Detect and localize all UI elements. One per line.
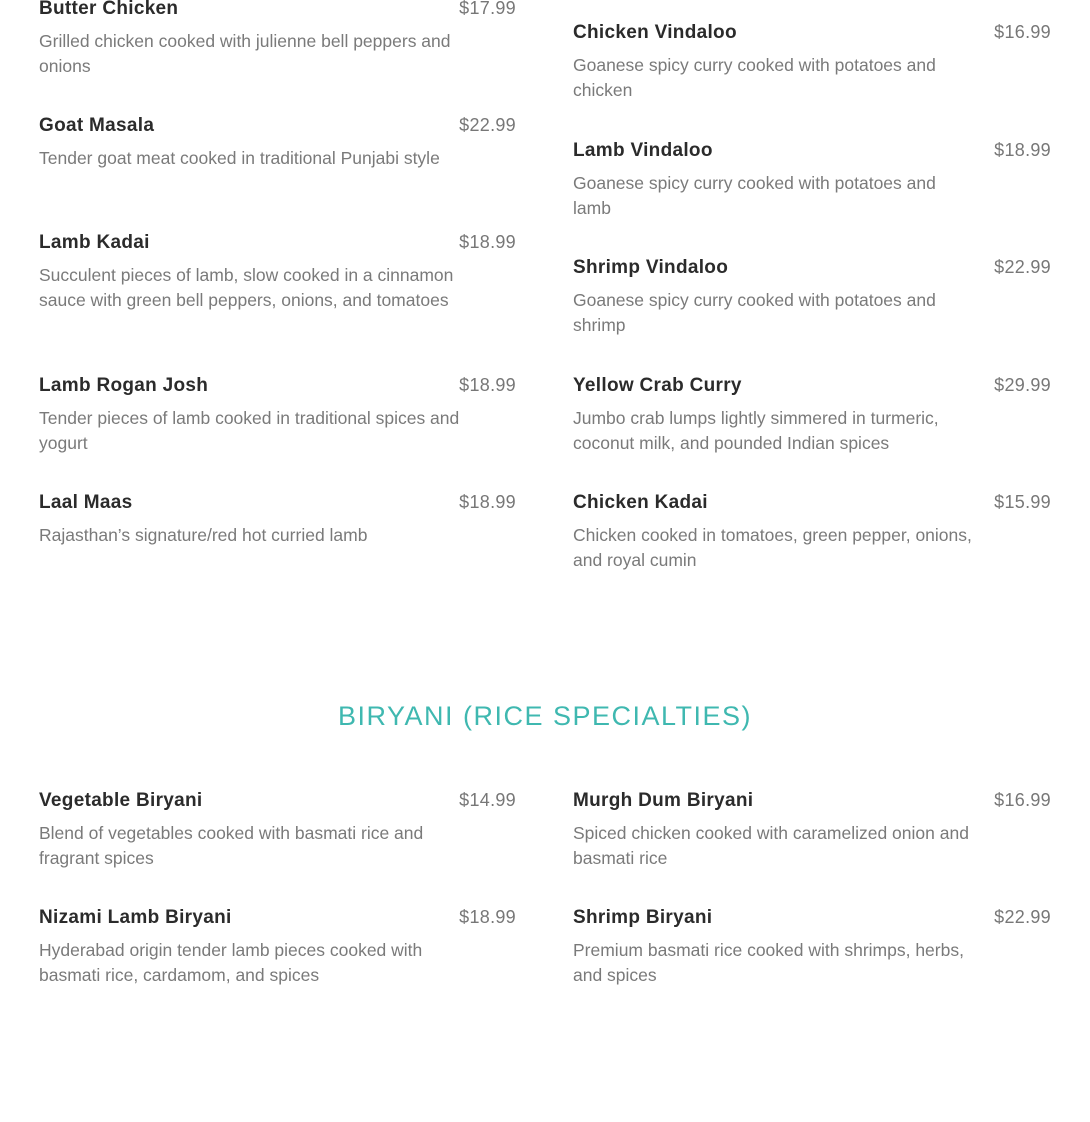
- menu-item: [573, 492, 1051, 572]
- item-name: Shrimp Vindaloo: [573, 257, 729, 278]
- item-description: Jumbo crab lumps lightly simmered in turmeric, coconut milk, and pounded Indian spices: [573, 408, 939, 453]
- menu-item: [573, 257, 1051, 337]
- menu-item: [39, 375, 516, 455]
- item-description: Tender pieces of lamb cooked in traditional spices and yogurt: [39, 408, 460, 453]
- item-price: $29.99: [994, 375, 1051, 395]
- item-price: $22.99: [994, 257, 1051, 277]
- item-description: Rajasthan’s signature/red hot curried lamb: [39, 525, 368, 545]
- item-name: Goat Masala: [39, 115, 155, 136]
- item-description: Goanese spicy curry cooked with potatoes and chicken: [573, 55, 936, 100]
- item-price: $17.99: [459, 0, 516, 18]
- item-price: $16.99: [994, 22, 1051, 42]
- item-name: Murgh Dum Biryani: [573, 790, 754, 811]
- menu-item: [39, 0, 516, 78]
- menu-item: [39, 115, 516, 171]
- item-description: Blend of vegetables cooked with basmati rice and fragrant spices: [39, 823, 424, 868]
- item-name: Laal Maas: [39, 492, 133, 513]
- item-price: $18.99: [459, 907, 516, 927]
- item-price: $14.99: [459, 790, 516, 810]
- item-description: Hyderabad origin tender lamb pieces cooked with basmati rice, cardamom, and spices: [39, 940, 423, 985]
- item-price: $18.99: [459, 375, 516, 395]
- menu-item: [573, 375, 1051, 455]
- item-description: Spiced chicken cooked with caramelized onion and basmati rice: [573, 823, 969, 868]
- item-description: Premium basmati rice cooked with shrimps, herbs, and spices: [573, 940, 964, 985]
- item-name: Lamb Kadai: [39, 232, 150, 253]
- item-name: Chicken Kadai: [573, 492, 708, 513]
- item-name: Lamb Rogan Josh: [39, 375, 209, 396]
- menu-item: [573, 22, 1051, 102]
- next-section-title-faded: [0, 1110, 1090, 1122]
- menu-item: [39, 907, 516, 987]
- item-price: $18.99: [459, 232, 516, 252]
- item-description: Goanese spicy curry cooked with potatoes and lamb: [573, 173, 936, 218]
- item-description: Succulent pieces of lamb, slow cooked in a cinnamon sauce with green bell peppers, onions, and tomatoes: [39, 265, 454, 310]
- item-name: Vegetable Biryani: [39, 790, 203, 811]
- menu-item: [573, 140, 1051, 220]
- item-description: Grilled chicken cooked with julienne bell peppers and onions: [39, 31, 451, 76]
- item-name: Shrimp Biryani: [573, 907, 713, 928]
- item-name: Lamb Vindaloo: [573, 140, 713, 161]
- item-name: Butter Chicken: [39, 0, 179, 19]
- menu-item: [39, 232, 516, 312]
- item-price: $22.99: [459, 115, 516, 135]
- item-price: $18.99: [459, 492, 516, 512]
- menu-item: [573, 907, 1051, 987]
- item-description: Goanese spicy curry cooked with potatoes and shrimp: [573, 290, 936, 335]
- item-name: Yellow Crab Curry: [573, 375, 742, 396]
- item-name: Chicken Vindaloo: [573, 22, 737, 43]
- item-price: $16.99: [994, 790, 1051, 810]
- item-name: Nizami Lamb Biryani: [39, 907, 232, 928]
- item-price: $22.99: [994, 907, 1051, 927]
- item-description: Tender goat meat cooked in traditional Punjabi style: [39, 148, 440, 168]
- menu-item: [39, 790, 516, 870]
- menu-item: [573, 790, 1051, 870]
- item-price: $15.99: [994, 492, 1051, 512]
- section-title-biryani: BIRYANI (RICE SPECIALTIES): [337, 701, 753, 731]
- item-description: Chicken cooked in tomatoes, green pepper, onions, and royal cumin: [573, 525, 972, 570]
- item-price: $18.99: [994, 140, 1051, 160]
- menu-item: [39, 492, 516, 548]
